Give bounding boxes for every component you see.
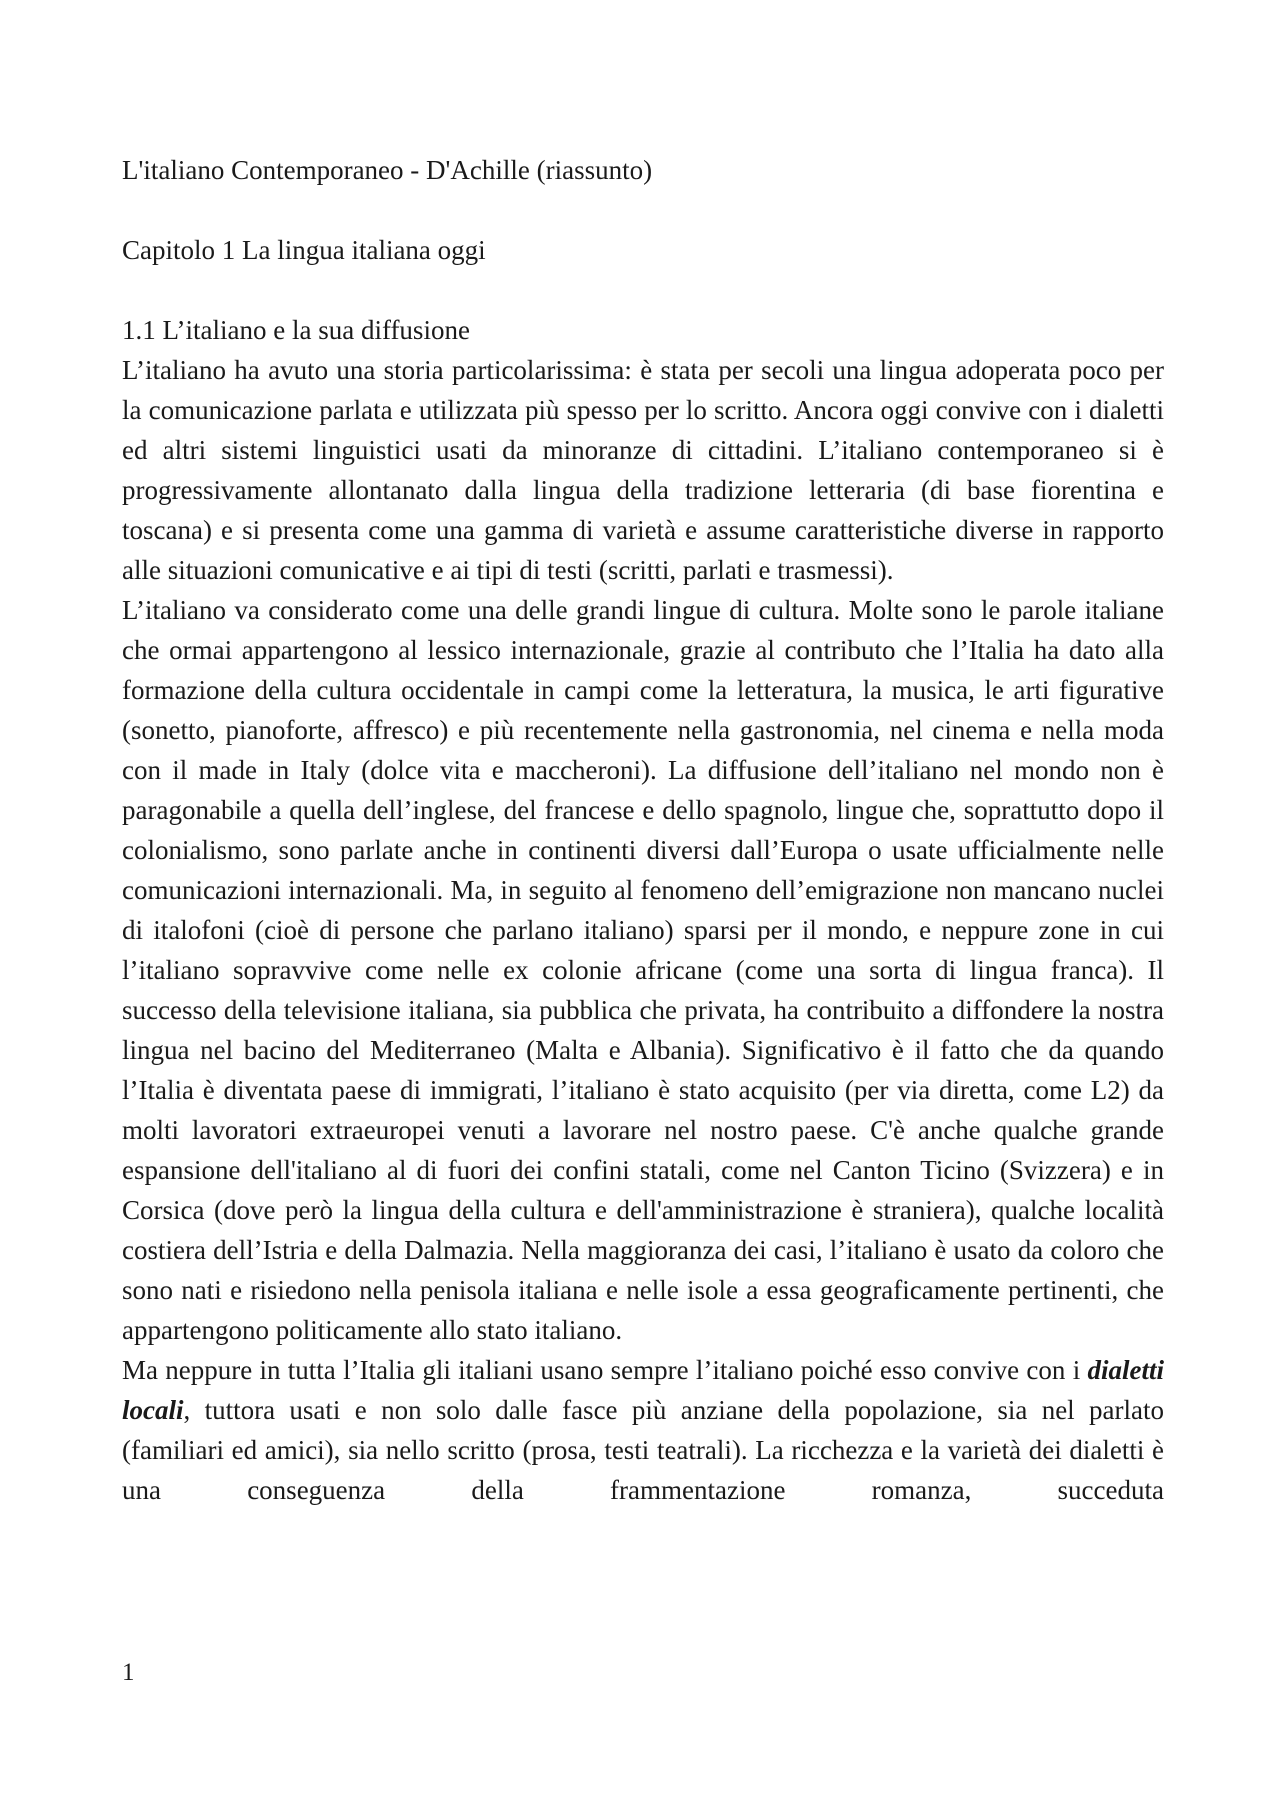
section-heading: 1.1 L’italiano e la sua diffusione bbox=[122, 315, 470, 345]
emphasized-term: dialetti locali bbox=[122, 1355, 1164, 1425]
body-paragraph-continued bbox=[122, 1350, 1164, 1510]
chapter-heading: Capitolo 1 La lingua italiana oggi bbox=[122, 235, 486, 265]
body-paragraph: L’italiano va considerato come una delle grandi lingue di cultura. Molte sono le parole italiane che ormai appartengono al lessico internazionale, grazie al contributo che l’Italia ha dato alla formazione della cultura occidentale in campi come la letteratura, la musica, le arti figurative (sonetto, pianoforte, affresco) e più recentemente nella gastronomia, nel cinema e nella moda con il made in Italy (dolce vita e maccheroni). La diffusione dell’italiano nel mondo non è paragonabile a quella dell’inglese, del francese e dello spagnolo, lingue che, soprattutto dopo il colonialismo, sono parlate anche in continenti diversi dall’Europa o usate ufficialmente nelle comunicazioni internazionali. Ma, in seguito al fenomeno dell’emigrazione non mancano nuclei di italofoni (cioè di persone che parlano italiano) sparsi per il mondo, e neppure zone in cui l’italiano sopravvive come nelle ex colonie africane (come una sorta di lingua franca). Il successo della televisione italiana, sia pubblica che privata, ha contribuito a diffondere la nostra lingua nel bacino del Mediterraneo (Malta e Albania). Significativo è il fatto che da quando l’Italia è diventata paese di immigrati, l’italiano è stato acquisito (per via diretta, come L2) da molti lavoratori extraeuropei venuti a lavorare nel nostro paese. C'è anche qualche grande espansione dell'italiano al di fuori dei confini statali, come nel Canton Ticino (Svizzera) e in Corsica (dove però la lingua della cultura e dell'amministrazione è straniera), qualche località costiera dell’Istria e della Dalmazia. Nella maggioranza dei casi, l’italiano è usato da coloro che sono nati e risiedono nella penisola italiana e nelle isole a essa geograficamente pertinenti, che appartengono politicamente allo stato italiano. bbox=[122, 595, 1164, 1345]
paragraph-text: , tuttora usati e non solo dalle fasce più anziane della popolazione, sia nel parlato (familiari ed amici), sia nello scritto (prosa, testi teatrali). La ricchezza e la varietà dei dialetti è una conseguenza della frammentazione romanza, succeduta bbox=[122, 1395, 1164, 1505]
body-paragraph: L’italiano ha avuto una storia particolarissima: è stata per secoli una lingua adoperata poco per la comunicazione parlata e utilizzata più spesso per lo scritto. Ancora oggi convive con i dialetti ed altri sistemi linguistici usati da minoranze di cittadini. L’italiano contemporaneo si è progressivamente allontanato dalla lingua della tradizione letteraria (di base fiorentina e toscana) e si presenta come una gamma di varietà e assume caratteristiche diverse in rapporto alle situazioni comunicative e ai tipi di testi (scritti, parlati e trasmessi). bbox=[122, 355, 1164, 585]
page-number: 1 bbox=[122, 1659, 135, 1686]
document-title: L'italiano Contemporaneo - D'Achille (riassunto) bbox=[122, 155, 653, 185]
paragraph-text: Ma neppure in tutta l’Italia gli italiani usano sempre l’italiano poiché esso convive con i bbox=[122, 1355, 1088, 1385]
document-page bbox=[122, 150, 1164, 1510]
